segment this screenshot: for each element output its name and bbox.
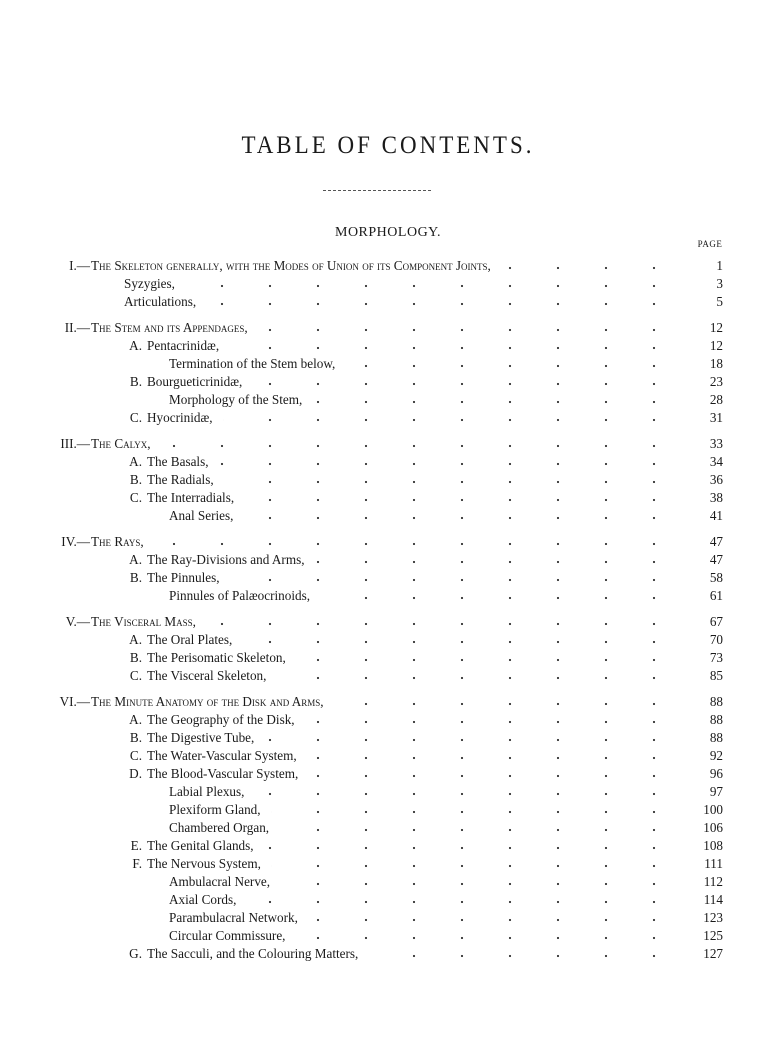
chapter-number: III.—	[60, 436, 90, 451]
dot-leader	[264, 729, 678, 747]
subsection-letter: C.	[129, 410, 142, 425]
chapter-title: The Rays,	[91, 534, 144, 549]
toc-entry	[0, 551, 776, 569]
dot-leader	[246, 891, 678, 909]
dot-leader	[229, 337, 678, 355]
dot-leader	[219, 453, 678, 471]
toc-entry	[0, 257, 776, 275]
page-number: 67	[709, 614, 723, 629]
page-number: 73	[709, 650, 723, 665]
chapter-number: VI.—	[59, 694, 90, 709]
toc-entry	[0, 909, 776, 927]
dot-leader	[154, 533, 678, 551]
entry-title: Syzygies,	[124, 276, 175, 291]
entry-title: The Geography of the Disk,	[147, 712, 295, 727]
page-number: 12	[709, 320, 723, 335]
dot-leader	[224, 471, 678, 489]
chapter-title: The Visceral Mass,	[91, 614, 196, 629]
page-number: 92	[709, 748, 723, 763]
toc-entry	[0, 569, 776, 587]
toc-entry	[0, 293, 776, 311]
page-number: 18	[709, 356, 723, 371]
subsection-letter: A.	[129, 454, 142, 469]
page-number: 38	[709, 490, 723, 505]
dot-leader	[206, 293, 678, 311]
toc-entry	[0, 533, 776, 551]
entry-title: Articulations,	[124, 294, 197, 309]
dot-leader	[305, 711, 678, 729]
toc-entry	[0, 819, 776, 837]
page-number: 47	[709, 552, 723, 567]
subsection-letter: B.	[129, 374, 142, 389]
toc-entry	[0, 801, 776, 819]
subsection-letter: A.	[129, 338, 142, 353]
subsection-letter: C.	[129, 490, 142, 505]
page-number: 127	[703, 946, 723, 961]
page-number: 61	[709, 588, 723, 603]
entry-title: Morphology of the Stem,	[169, 392, 303, 407]
entry-title: Parambulacral Network,	[169, 910, 298, 925]
dot-leader	[244, 489, 678, 507]
dot-leader	[161, 435, 678, 453]
subsection-letter: G.	[129, 946, 142, 961]
page-number: 97	[709, 784, 723, 799]
page-number: 108	[703, 838, 723, 853]
toc-entry	[0, 355, 776, 373]
page-number: 88	[709, 694, 723, 709]
toc-entry	[0, 373, 776, 391]
dot-leader	[223, 409, 678, 427]
page-number: 23	[709, 374, 723, 389]
entry-title: The Pinnules,	[147, 570, 220, 585]
dot-leader	[264, 837, 678, 855]
dot-leader	[252, 373, 678, 391]
toc-entry	[0, 945, 776, 963]
dot-leader	[254, 783, 678, 801]
page-number: 88	[709, 712, 723, 727]
toc-entry	[0, 711, 776, 729]
toc-entry	[0, 729, 776, 747]
page-number: 47	[709, 534, 723, 549]
toc-entry	[0, 631, 776, 649]
toc-entry	[0, 855, 776, 873]
page-number: 3	[716, 276, 723, 291]
page-number: 96	[709, 766, 723, 781]
chapter-number: II.—	[64, 320, 90, 335]
page-number: 33	[709, 436, 723, 451]
entry-title: Chambered Organ,	[169, 820, 270, 835]
entry-title: The Oral Plates,	[147, 632, 233, 647]
entry-title: The Nervous System,	[147, 856, 261, 871]
toc-entry	[0, 319, 776, 337]
toc-entry	[0, 435, 776, 453]
page-number: 112	[703, 874, 723, 889]
chapter-title: The Stem and its Appendages,	[91, 320, 248, 335]
toc-entry	[0, 783, 776, 801]
toc-entry	[0, 507, 776, 525]
toc-entry	[0, 409, 776, 427]
toc-entry	[0, 837, 776, 855]
subsection-letter: B.	[129, 730, 142, 745]
entry-title: Bourgueticrinidæ,	[147, 374, 243, 389]
subsection-letter: E.	[130, 838, 142, 853]
title-divider	[323, 190, 431, 191]
page-number: 58	[709, 570, 723, 585]
dot-leader	[185, 275, 678, 293]
dot-leader	[279, 819, 678, 837]
page-number: 34	[709, 454, 723, 469]
page-number: 36	[709, 472, 723, 487]
dot-leader	[271, 855, 678, 873]
page-number: 114	[703, 892, 723, 907]
toc-entry	[0, 747, 776, 765]
chapter-number: V.—	[65, 614, 90, 629]
page-number: 28	[709, 392, 723, 407]
chapter-number: I.—	[69, 258, 90, 273]
entry-title: Plexiform Gland,	[169, 802, 261, 817]
dot-leader	[312, 391, 678, 409]
entry-title: The Radials,	[147, 472, 214, 487]
dot-leader	[243, 507, 678, 525]
entry-title: The Basals,	[147, 454, 209, 469]
entry-title: The Water-Vascular System,	[147, 748, 297, 763]
entry-title: The Perisomatic Skeleton,	[147, 650, 286, 665]
toc-entry	[0, 587, 776, 605]
chapter-title: The Calyx,	[91, 436, 151, 451]
entry-title: Anal Series,	[169, 508, 234, 523]
page-number: 85	[709, 668, 723, 683]
dot-leader	[368, 945, 678, 963]
toc-entry	[0, 453, 776, 471]
dot-leader	[280, 873, 678, 891]
dot-leader	[242, 631, 678, 649]
toc-entry	[0, 613, 776, 631]
subsection-letter: A.	[129, 632, 142, 647]
dot-leader	[295, 927, 678, 945]
entry-title: Axial Cords,	[169, 892, 237, 907]
toc-entry	[0, 693, 776, 711]
entry-title: The Digestive Tube,	[147, 730, 255, 745]
dot-leader	[307, 747, 678, 765]
toc-entry	[0, 471, 776, 489]
dot-leader	[501, 257, 678, 275]
dot-leader	[271, 801, 678, 819]
entry-title: Ambulacral Nerve,	[169, 874, 271, 889]
entry-title: Pentacrinidæ,	[147, 338, 220, 353]
page-number: 31	[709, 410, 723, 425]
toc-entry	[0, 873, 776, 891]
chapter-number: IV.—	[61, 534, 90, 549]
page-number: 1	[716, 258, 723, 273]
subsection-letter: D.	[129, 766, 142, 781]
subsection-letter: C.	[129, 748, 142, 763]
subsection-letter: A.	[129, 552, 142, 567]
subsection-letter: B.	[129, 472, 142, 487]
dot-leader	[258, 319, 678, 337]
entry-title: Circular Commissure,	[169, 928, 286, 943]
dot-leader	[320, 587, 678, 605]
page-title: TABLE OF CONTENTS.	[241, 130, 535, 159]
page-number: 100	[703, 802, 723, 817]
page-number: 111	[704, 856, 723, 871]
subsection-letter: B.	[129, 570, 142, 585]
entry-title: Labial Plexus,	[169, 784, 245, 799]
entry-title: The Sacculi, and the Colouring Matters,	[147, 946, 359, 961]
toc-entry	[0, 649, 776, 667]
entry-title: The Genital Glands,	[147, 838, 254, 853]
chapter-title: The Skeleton generally, with the Modes of Union of its Component Joints,	[91, 258, 491, 273]
toc-entry	[0, 667, 776, 685]
entry-title: The Interradials,	[147, 490, 235, 505]
toc-entry	[0, 391, 776, 409]
dot-leader	[206, 613, 678, 631]
page-number: 106	[703, 820, 723, 835]
page-number: 12	[709, 338, 723, 353]
toc-entry	[0, 489, 776, 507]
dot-leader	[308, 765, 678, 783]
toc-entry	[0, 337, 776, 355]
entry-title: Hyocrinidæ,	[147, 410, 213, 425]
subsection-letter: B.	[129, 650, 142, 665]
dot-leader	[296, 649, 678, 667]
page-number: 41	[709, 508, 723, 523]
page-number: 5	[716, 294, 723, 309]
toc-entry	[0, 927, 776, 945]
entry-title: The Blood-Vascular System,	[147, 766, 299, 781]
dot-leader	[276, 667, 678, 685]
subsection-letter: C.	[129, 668, 142, 683]
page-number: 125	[703, 928, 723, 943]
subsection-letter: A.	[129, 712, 142, 727]
page-number: 70	[709, 632, 723, 647]
dot-leader	[334, 693, 678, 711]
section-heading: MORPHOLOGY.	[335, 225, 441, 240]
toc-entry	[0, 765, 776, 783]
entry-title: Pinnules of Palæocrinoids,	[169, 588, 311, 603]
toc-entry	[0, 891, 776, 909]
toc-entry	[0, 275, 776, 293]
dot-leader	[308, 909, 678, 927]
page-number: 123	[703, 910, 723, 925]
entry-title: The Visceral Skeleton,	[147, 668, 267, 683]
entry-title: The Ray-Divisions and Arms,	[147, 552, 305, 567]
dot-leader	[345, 355, 678, 373]
page-column-label: PAGE	[697, 239, 723, 249]
chapter-title: The Minute Anatomy of the Disk and Arms,	[91, 694, 324, 709]
page-number: 88	[709, 730, 723, 745]
dot-leader	[315, 551, 678, 569]
dot-leader	[230, 569, 678, 587]
entry-title: Termination of the Stem below,	[169, 356, 336, 371]
subsection-letter: F.	[132, 856, 142, 871]
